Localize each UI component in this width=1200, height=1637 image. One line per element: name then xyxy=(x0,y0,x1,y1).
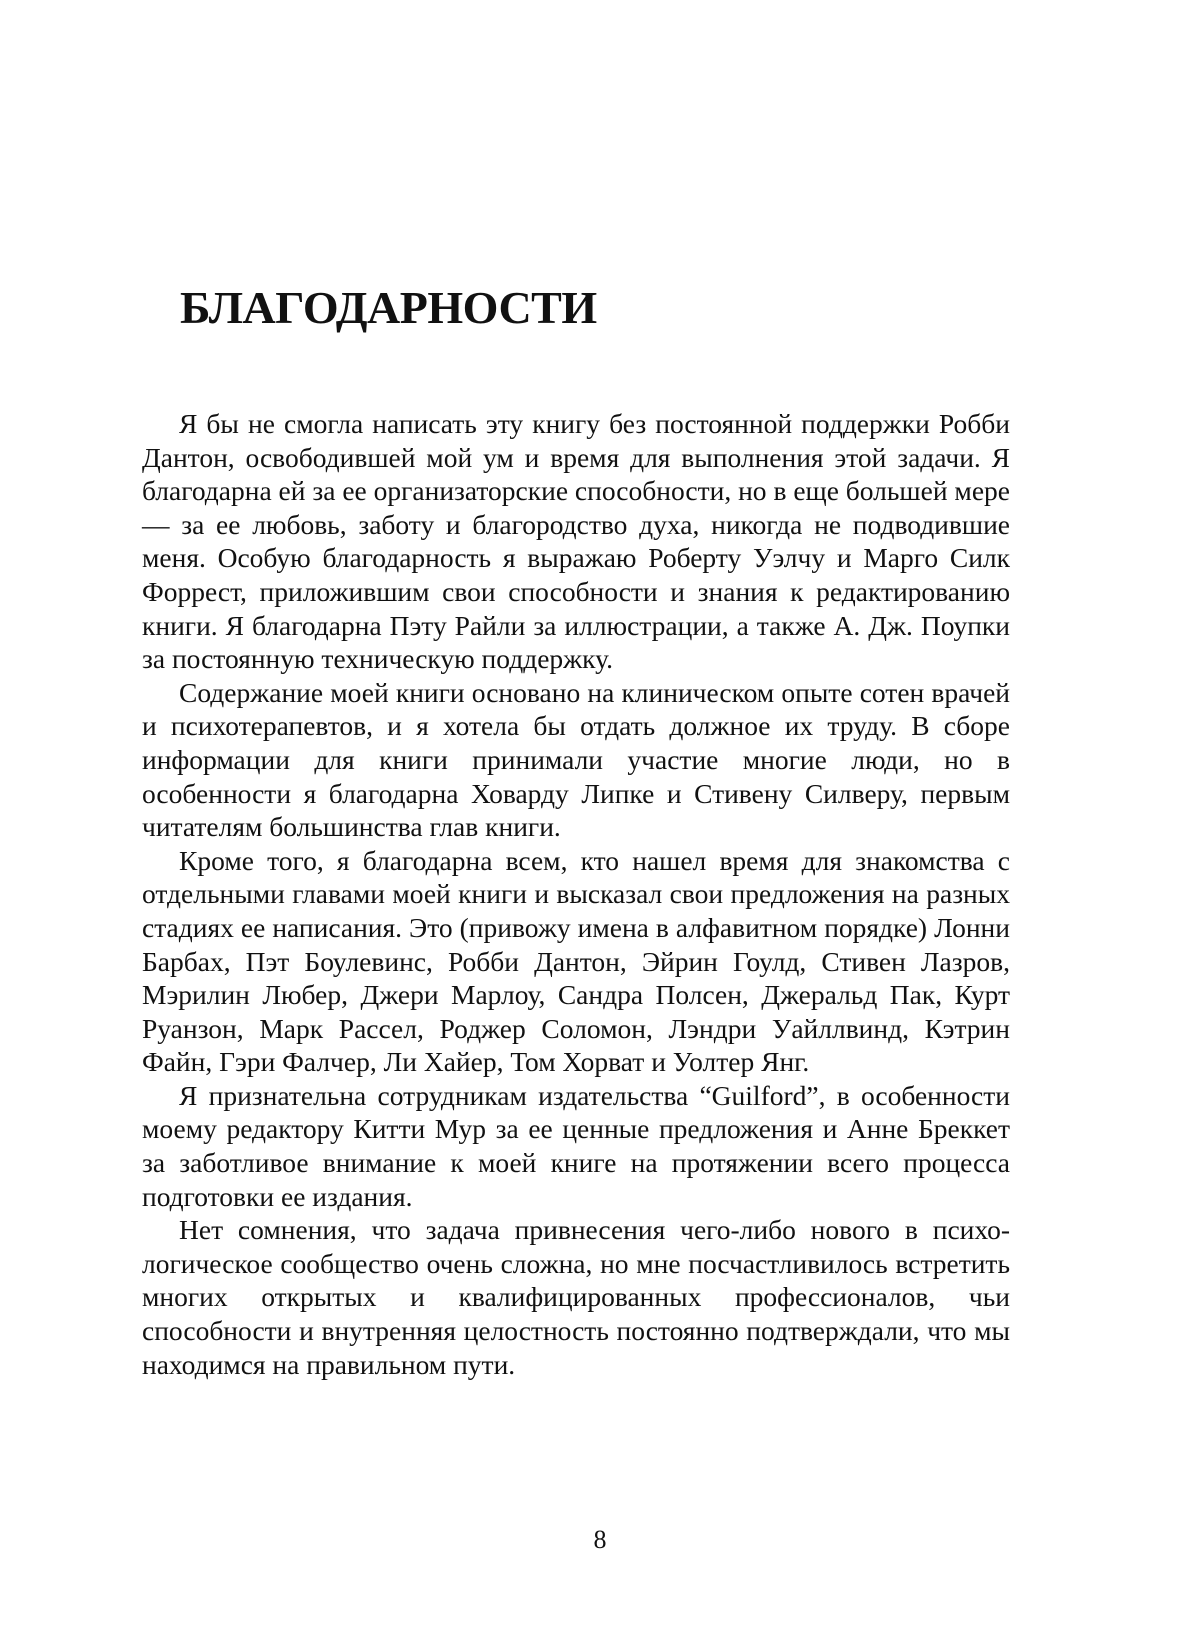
paragraph-3: Кроме того, я благодарна всем, кто нашел время для знакомства с отдельными главами моей книги и высказал свои предложения на разных стадиях ее написания. Это (привожу имена в алфавитном порядке) Лонни Барбах, Пэт Боулевинс, Робби Дантон, Эйрин Гоулд, Стивен Лазров, Мэрилин Любер, Джери Марлоу, Сандра Полсен, Джеральд Пак, Курт Руанзон, Марк Рассел, Роджер Соломон, Лэндри Уайллвинд, Кэтрин Файн, Гэри Фалчер, Ли Хайер, Том Хорват и Уолтер Янг. xyxy=(142,844,1010,1078)
paragraph-1: Я бы не смогла написать эту книгу без постоянной поддержки Робби Дантон, освободившей мой ум и время для выполнения этой задачи. Я благодарна ей за ее организаторские способности, но в еще большей мере — за ее любовь, заботу и благородство духа, никогда не подводившие меня. Особую благодарность я выражаю Роберту Уэлчу и Марго Силк Форрест, приложившим свои способности и знания к редактированию книги. Я благодарна Пэту Райли за иллюстрации, а также А. Дж. Поупки за постоянную техническую поддержку. xyxy=(142,408,1010,675)
paragraph-4: Я признательна сотрудникам издательства “Guilford”, в особенности моему редактору Китти Мур за ее ценные предложения и Анне Бреккет за заботливое внимание к моей книге на протяжении всего процесса подготовки ее издания. xyxy=(142,1079,1010,1212)
chapter-title: БЛАГОДАРНОСТИ xyxy=(180,282,597,333)
paragraph-5: Нет сомнения, что задача привнесения чего-либо нового в психологическое сообщество очень сложна, но мне посчастливилось встретить многих открытых и квалифицированных профессионалов, чьи способности и внутренняя целостность постоянно подтверждали, что мы находимся на правильном пути. xyxy=(142,1214,1010,1380)
page-number: 8 xyxy=(593,1525,607,1554)
body-text xyxy=(142,407,1010,1381)
paragraph-2: Содержание моей книги основано на клиническом опыте сотен врачей и психотерапевтов, и я хотела бы отдать должное их труду. В сборе информации для книги принимали участие многие люди, но в особенности я благодарна Ховарду Липке и Стивену Силверу, первым читателям большинства глав книги. xyxy=(142,676,1010,843)
